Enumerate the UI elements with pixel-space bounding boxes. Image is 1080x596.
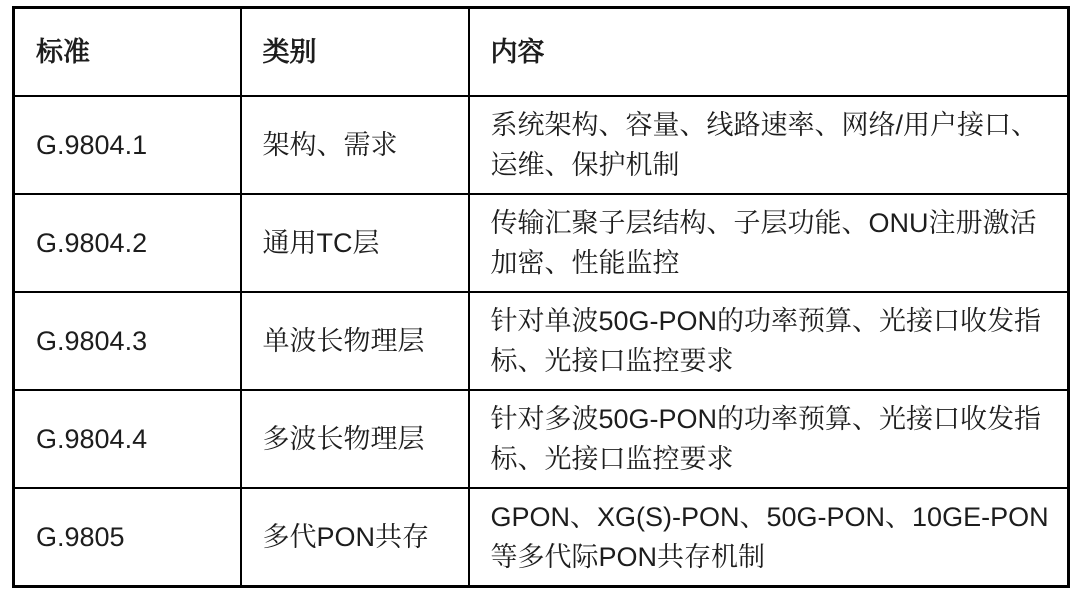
cell-content: 系统架构、容量、线路速率、网络/用户接口、运维、保护机制 [469, 96, 1069, 194]
cell-standard: G.9804.1 [14, 96, 241, 194]
cell-category: 多波长物理层 [241, 390, 469, 488]
table-header-row [14, 8, 1069, 96]
table-row [14, 194, 1069, 292]
table-row [14, 292, 1069, 390]
cell-standard: G.9805 [14, 488, 241, 587]
cell-category: 通用TC层 [241, 194, 469, 292]
cell-category: 单波长物理层 [241, 292, 469, 390]
cell-standard: G.9804.4 [14, 390, 241, 488]
cell-content: 针对多波50G-PON的功率预算、光接口收发指标、光接口监控要求 [469, 390, 1069, 488]
cell-content: GPON、XG(S)-PON、50G-PON、10GE-PON 等多代际PON共存机制 [469, 488, 1069, 587]
column-header-standard: 标准 [14, 8, 241, 96]
cell-category: 架构、需求 [241, 96, 469, 194]
cell-content: 传输汇聚子层结构、子层功能、ONU注册激活加密、性能监控 [469, 194, 1069, 292]
table-row [14, 488, 1069, 587]
column-header-category: 类别 [241, 8, 469, 96]
table-row [14, 96, 1069, 194]
standards-table [12, 6, 1070, 588]
column-header-content: 内容 [469, 8, 1069, 96]
cell-content: 针对单波50G-PON的功率预算、光接口收发指标、光接口监控要求 [469, 292, 1069, 390]
cell-category: 多代PON共存 [241, 488, 469, 587]
cell-standard: G.9804.2 [14, 194, 241, 292]
table-row [14, 390, 1069, 488]
cell-standard: G.9804.3 [14, 292, 241, 390]
